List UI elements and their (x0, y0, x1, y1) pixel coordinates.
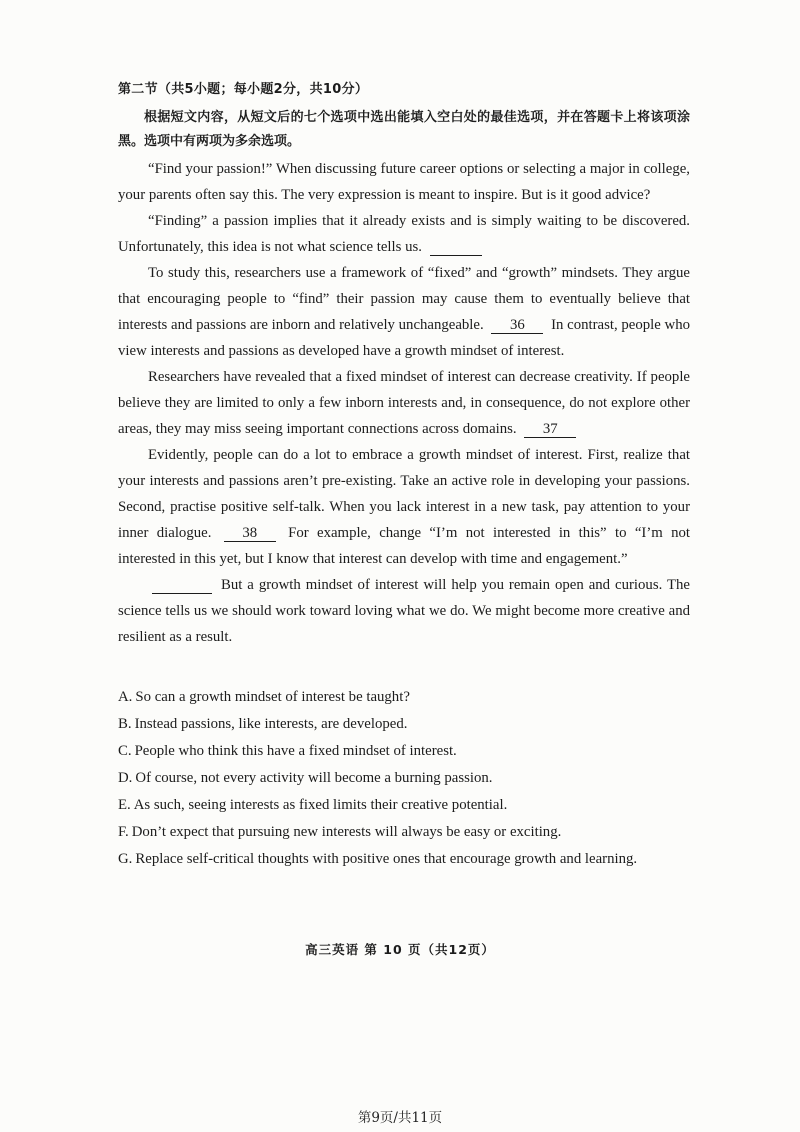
answer-blank-36: 36 (491, 317, 543, 334)
page-indicator: 第9页/共11页 (357, 1110, 443, 1126)
option-d (118, 765, 690, 792)
paragraph-5-text-a: Evidently, people can do a lot to embrace a growth mindset of interest. First, realize that your interests and passions aren’t pre-existing. Take an active role in developing your passions. Second, practise positive self-talk. When you lack interest in a new task, pay attention to your inner dialogue. (118, 447, 690, 541)
option-text: Don’t expect that pursuing new interests will always be easy or exciting. (131, 824, 562, 840)
option-text: Of course, not every activity will become a burning passion. (135, 770, 493, 786)
passage-paragraph-6 (118, 572, 690, 650)
passage-paragraph-2 (118, 208, 690, 260)
option-text: Replace self-critical thoughts with positive ones that encourage growth and learning. (135, 851, 638, 867)
option-f (118, 819, 690, 846)
answer-blank-35 (430, 239, 482, 256)
option-g (118, 846, 690, 873)
option-text: People who think this have a fixed mindset of interest. (134, 743, 457, 759)
paragraph-4-text: Researchers have revealed that a fixed mindset of interest can decrease creativity. If people believe they are limited to only a few inborn interests and, in consequence, do not explore other areas, they may miss seeing important connections across domains. (118, 369, 690, 437)
paragraph-6-text: But a growth mindset of interest will help you remain open and curious. The science tells us we should work toward loving what we do. We might become more creative and resilient as a result. (118, 577, 690, 645)
answer-blank-38: 38 (224, 525, 276, 542)
option-letter: E. (118, 797, 131, 813)
passage-paragraph-1: “Find your passion!” When discussing future career options or selecting a major in college, your parents often say this. The very expression is meant to inspire. But is it good advice? (118, 161, 690, 203)
paragraph-5-text-b: For example, change “I’m not interested in this” to “I’m not interested in this yet, but I know that interest can develop with time and engagement.” (118, 525, 691, 567)
option-text: Instead passions, like interests, are developed. (134, 716, 408, 732)
option-e (118, 792, 690, 819)
passage-paragraph-4 (118, 364, 690, 442)
paragraph-3-text-b: In contrast, people who view interests and passions as developed have a growth mindset of interest. (118, 317, 690, 359)
option-letter: D. (118, 770, 133, 786)
page-footer: 高三英语 第 10 页（共12页） (305, 942, 495, 957)
option-text: As such, seeing interests as fixed limits their creative potential. (133, 797, 508, 813)
options-list (118, 684, 690, 873)
option-b (118, 711, 690, 738)
option-letter: C. (118, 743, 132, 759)
paragraph-3-text-a: To study this, researchers use a framework of “fixed” and “growth” mindsets. They argue that encouraging people to “find” their passion may cause them to eventually believe that interests and passions are inborn and relatively unchangeable. (118, 265, 690, 333)
option-letter: G. (118, 851, 133, 867)
passage-paragraph-5 (118, 442, 690, 572)
option-letter: A. (118, 689, 133, 705)
section-title: 第二节（共5小题；每小题2分，共10分） (118, 82, 369, 97)
option-text: So can a growth mindset of interest be taught? (135, 689, 410, 705)
section-instructions: 根据短文内容，从短文后的七个选项中选出能填入空白处的最佳选项，并在答题卡上将该项涂黑。选项中有两项为多余选项。 (118, 110, 690, 149)
option-letter: B. (118, 716, 132, 732)
exam-content (118, 80, 690, 873)
option-letter: F. (118, 824, 129, 840)
answer-blank-37: 37 (524, 421, 576, 438)
option-c (118, 738, 690, 765)
passage-paragraph-3 (118, 260, 690, 364)
paragraph-2-text: “Finding” a passion implies that it already exists and is simply waiting to be discovered. Unfortunately, this idea is not what science tells us. (118, 213, 690, 255)
answer-blank-39 (152, 577, 212, 594)
option-a (118, 684, 690, 711)
